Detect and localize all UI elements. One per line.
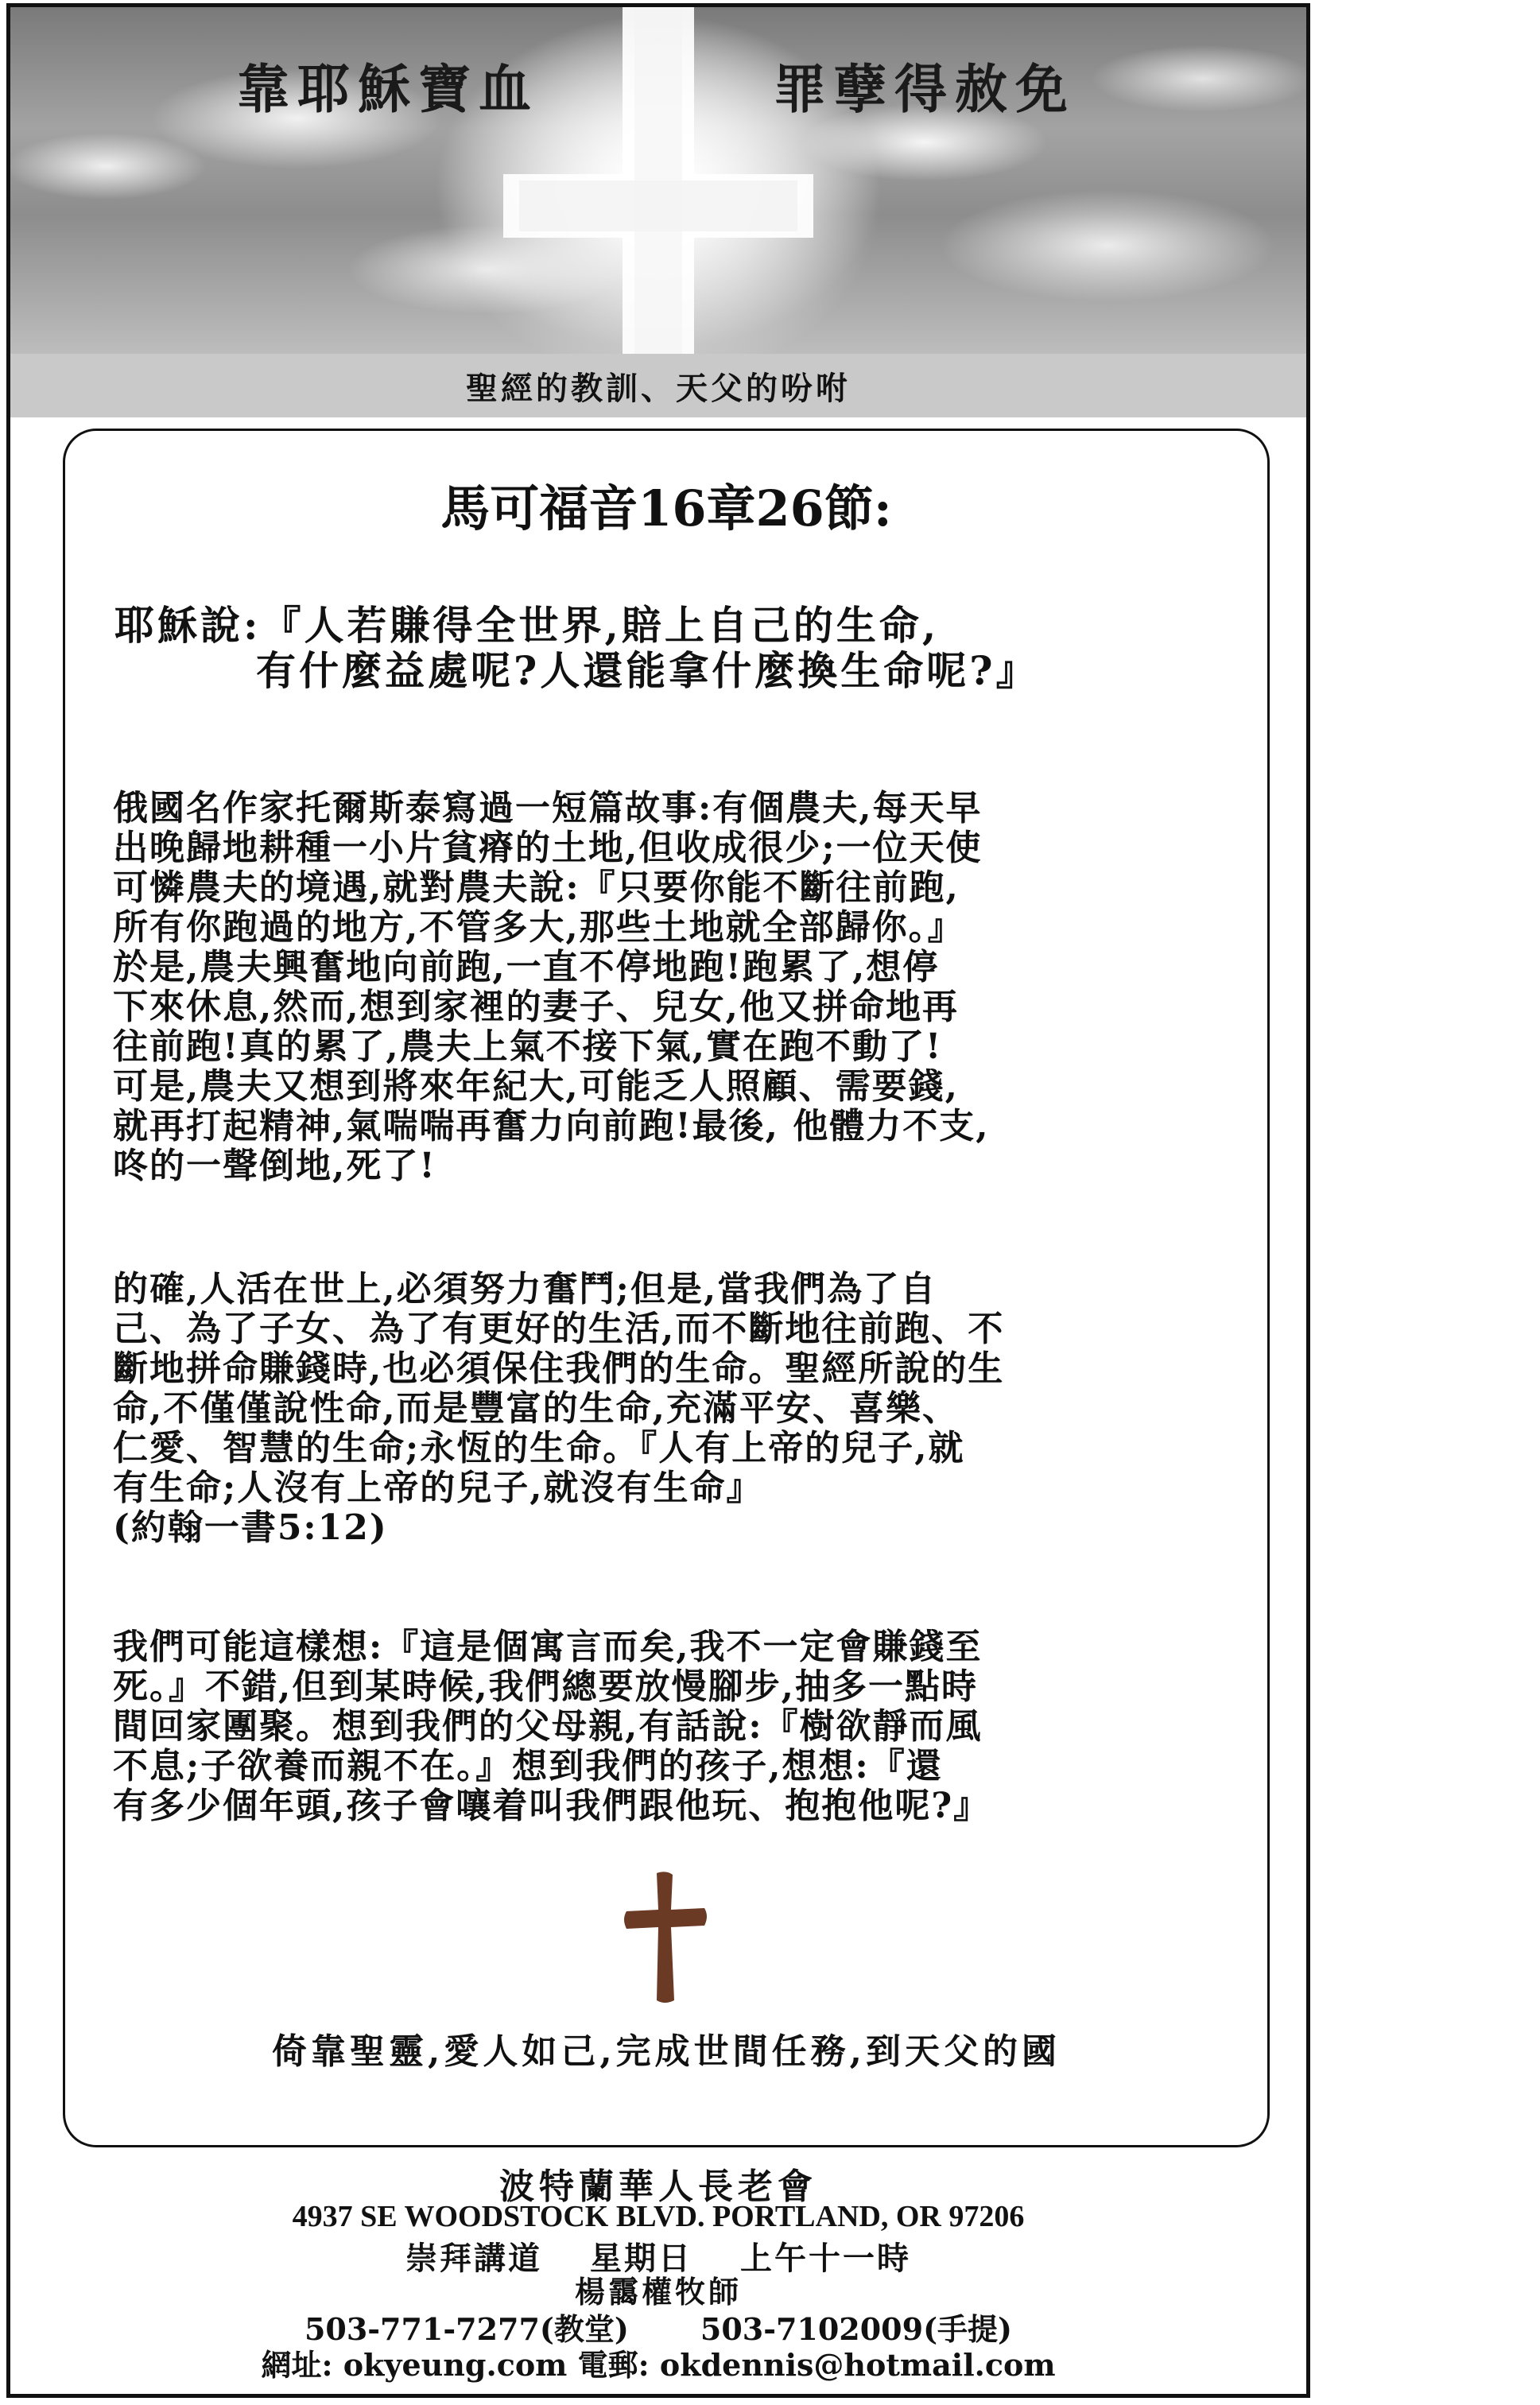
- story-line: 可是,農夫又想到將來年紀大,可能乏人照顧、需要錢,: [113, 1066, 959, 1107]
- story-line: 出晚歸地耕種一小片貧瘠的土地,但收成很少;一位天使: [113, 828, 983, 868]
- story-line: 於是,農夫興奮地向前跑,一直不停地跑!跑累了,想停: [113, 947, 940, 987]
- story-line: 咚的一聲倒地,死了!: [113, 1146, 436, 1186]
- closing-line: 間回家團聚。想到我們的父母親,有話說:『樹欲靜而風: [113, 1706, 983, 1747]
- church-phone-label: (教堂): [539, 2311, 629, 2347]
- email-link[interactable]: okdennis@hotmail.com: [659, 2347, 1056, 2383]
- story-line: 俄國名作家托爾斯泰寫過一短篇故事:有個農夫,每天早: [113, 788, 983, 828]
- quote-line-2: 有什麼益處呢?人還能拿什麼換生命呢?』: [256, 647, 1039, 694]
- glowing-cross-icon: [10, 7, 1306, 354]
- subtitle: 聖經的教訓、天父的吩咐: [466, 369, 851, 407]
- verse-reference: 馬可福音16章26節:: [440, 479, 892, 537]
- email-label: 電郵:: [577, 2347, 650, 2383]
- church-phone: 503-771-7277: [304, 2311, 540, 2347]
- story-line: 下來休息,然而,想到家裡的妻子、兒女,他又拼命地再: [113, 987, 959, 1027]
- reflection-line: 己、為了子女、為了有更好的生活,而不斷地往前跑、不: [113, 1309, 1005, 1349]
- reflection-line: 仁愛、智慧的生命;永恆的生命。『人有上帝的兒子,就: [113, 1428, 965, 1468]
- mobile-phone-label: (手提): [923, 2311, 1013, 2347]
- reflection-line: 的確,人活在世上,必須努力奮鬥;但是,當我們為了自: [113, 1269, 937, 1309]
- scripture-citation: (約翰一書5:12): [113, 1507, 388, 1548]
- story-line: 可憐農夫的境遇,就對農夫說:『只要你能不斷往前跑,: [113, 867, 960, 908]
- sky-banner: [10, 7, 1306, 354]
- closing-line: 有多少個年頭,孩子會嚷着叫我們跟他玩、抱抱他呢?』: [113, 1786, 991, 1826]
- reflection-line: 命,不僅僅說性命,而是豐富的生命,充滿平安、喜樂、: [113, 1388, 959, 1429]
- flyer-frame: [6, 3, 1310, 2398]
- banner-title-left: 靠耶穌寶血: [237, 58, 539, 120]
- website-link[interactable]: okyeung.com: [343, 2347, 568, 2383]
- brown-cross-icon: [622, 1870, 709, 2005]
- story-paragraph: [113, 789, 990, 1186]
- reflection-line: 斷地拼命賺錢時,也必須保住我們的生命。聖經所說的生: [113, 1348, 1005, 1389]
- story-line: 所有你跑過的地方,不管多大,那些土地就全部歸你。』: [113, 907, 964, 948]
- reflection-line: 有生命;人沒有上帝的兒子,就沒有生命』: [113, 1468, 763, 1508]
- reflection-paragraph: [113, 1270, 1004, 1548]
- closing-paragraph: [113, 1627, 990, 1826]
- church-address: 4937 SE WOODSTOCK BLVD. PORTLAND, OR 97206: [292, 2200, 1025, 2233]
- service-time: 上午十一時: [740, 2240, 911, 2277]
- mobile-phone: 503-7102009: [700, 2311, 924, 2347]
- service-day: 星期日: [590, 2240, 692, 2277]
- closing-line: 我們可能這樣想:『這是個寓言而矣,我不一定會賺錢至: [113, 1627, 983, 1667]
- banner-title-right: 罪孽得赦免: [774, 58, 1076, 120]
- web-info: [10, 2341, 1306, 2384]
- quote-line-1: 耶穌說:『人若賺得全世界,賠上自己的生命,: [114, 602, 940, 649]
- closing-line: 死。』不錯,但到某時候,我們總要放慢腳步,抽多一點時: [113, 1666, 978, 1707]
- pastor-name: 楊靄權牧師: [574, 2274, 742, 2310]
- subtitle-bar: [10, 354, 1306, 417]
- website-label: 網址:: [261, 2347, 333, 2383]
- story-line: 就再打起精神,氣喘喘再奮力向前跑!最後, 他體力不支,: [113, 1106, 990, 1146]
- service-label: 崇拜講道: [405, 2240, 542, 2277]
- story-line: 往前跑!真的累了,農夫上氣不接下氣,實在跑不動了!: [113, 1026, 943, 1067]
- content-card: [63, 429, 1270, 2147]
- church-name: 波特蘭華人長老會: [499, 2166, 817, 2207]
- closing-line: 不息;子欲養而親不在。』想到我們的孩子,想想:『還: [113, 1746, 943, 1786]
- motto: 倚靠聖靈,愛人如己,完成世間任務,到天父的國: [272, 2031, 1061, 2072]
